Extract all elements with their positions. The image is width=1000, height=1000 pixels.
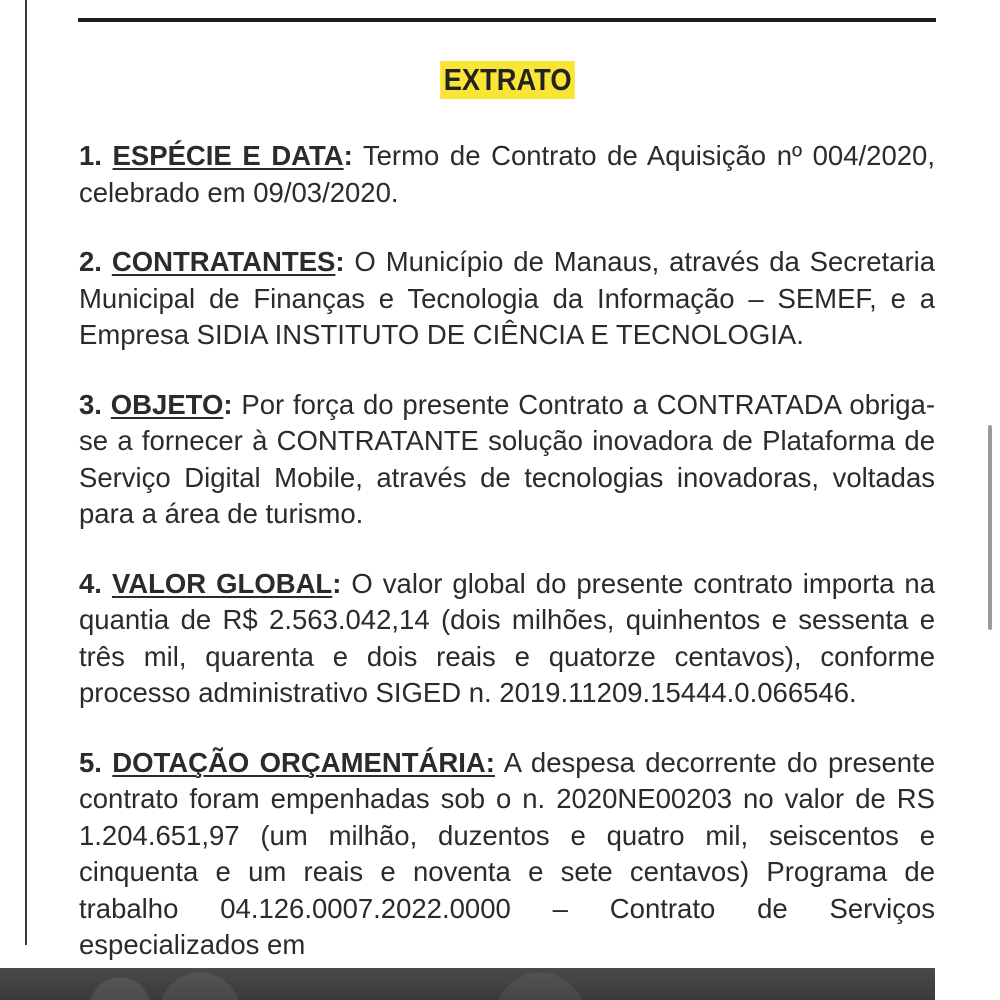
section-label	[79, 140, 353, 171]
section-number: 5.	[79, 746, 102, 778]
section-valor-global	[79, 566, 935, 712]
section-label	[79, 246, 345, 277]
section-heading: ESPÉCIE E DATA	[112, 140, 344, 171]
footer-band	[0, 968, 935, 1000]
section-text: O Município de Manaus, através da Secretaria Municipal de Finanças e Tecnologia da Informação – SEMEF, e a Empresa SIDIA INSTITUTO DE CIÊNCIA E TECNOLOGIA.	[79, 246, 936, 350]
section-heading: CONTRATANTES	[111, 246, 336, 277]
footer-pattern	[0, 968, 935, 1000]
section-objeto	[79, 387, 935, 533]
section-number: 4.	[79, 567, 102, 599]
scrollbar-thumb[interactable]	[988, 425, 992, 630]
title-container	[0, 61, 1000, 99]
section-separator: :	[332, 567, 342, 599]
section-text: O valor global do presente contrato importa na quantia de R$ 2.563.042,14 (dois milhões, quinhentos e sessenta e três mil, quarenta e dois reais e quatorze centavos), conforme processo administrativo SIGED n. 2019.11209.15444.0.066546.	[79, 567, 936, 708]
section-number: 2.	[79, 246, 102, 277]
section-text: Termo de Contrato de Aquisição nº 004/2020, celebrado em 09/03/2020.	[79, 140, 935, 208]
section-number: 1.	[79, 140, 102, 171]
section-heading: VALOR GLOBAL	[111, 567, 333, 599]
section-separator: :	[223, 388, 233, 420]
section-especie-data	[79, 138, 935, 211]
section-label	[79, 568, 341, 599]
section-text: Por força do presente Contrato a CONTRATADA obriga-se a fornecer à CONTRATANTE solução inovadora de Plataforma de Serviço Digital Mobile, através de tecnologias inovadoras, voltadas para a área de turismo.	[79, 388, 935, 529]
page-left-border	[25, 0, 27, 945]
document-title: EXTRATO	[441, 61, 576, 99]
section-text: A despesa decorrente do presente contrato foram empenhadas sob o n. 2020NE00203 no valor de RS 1.204.651,97 (um milhão, duzentos e quatro mil, seiscentos e cinquenta e um reais e noventa e sete centavos) Programa de trabalho 04.126.0007.2022.0000 – Contrato de Serviços especializados em	[79, 746, 936, 960]
section-number: 3.	[79, 388, 102, 420]
section-dotacao-orcamentaria	[79, 745, 935, 964]
section-separator: :	[335, 246, 345, 277]
section-label	[79, 747, 495, 778]
section-heading: DOTAÇÃO ORÇAMENTÁRIA:	[112, 746, 495, 778]
document-body	[79, 138, 935, 997]
header-rule	[78, 18, 936, 22]
section-label	[79, 389, 233, 420]
section-contratantes	[79, 244, 935, 354]
section-separator: :	[343, 140, 353, 171]
section-heading: OBJETO	[110, 388, 224, 420]
